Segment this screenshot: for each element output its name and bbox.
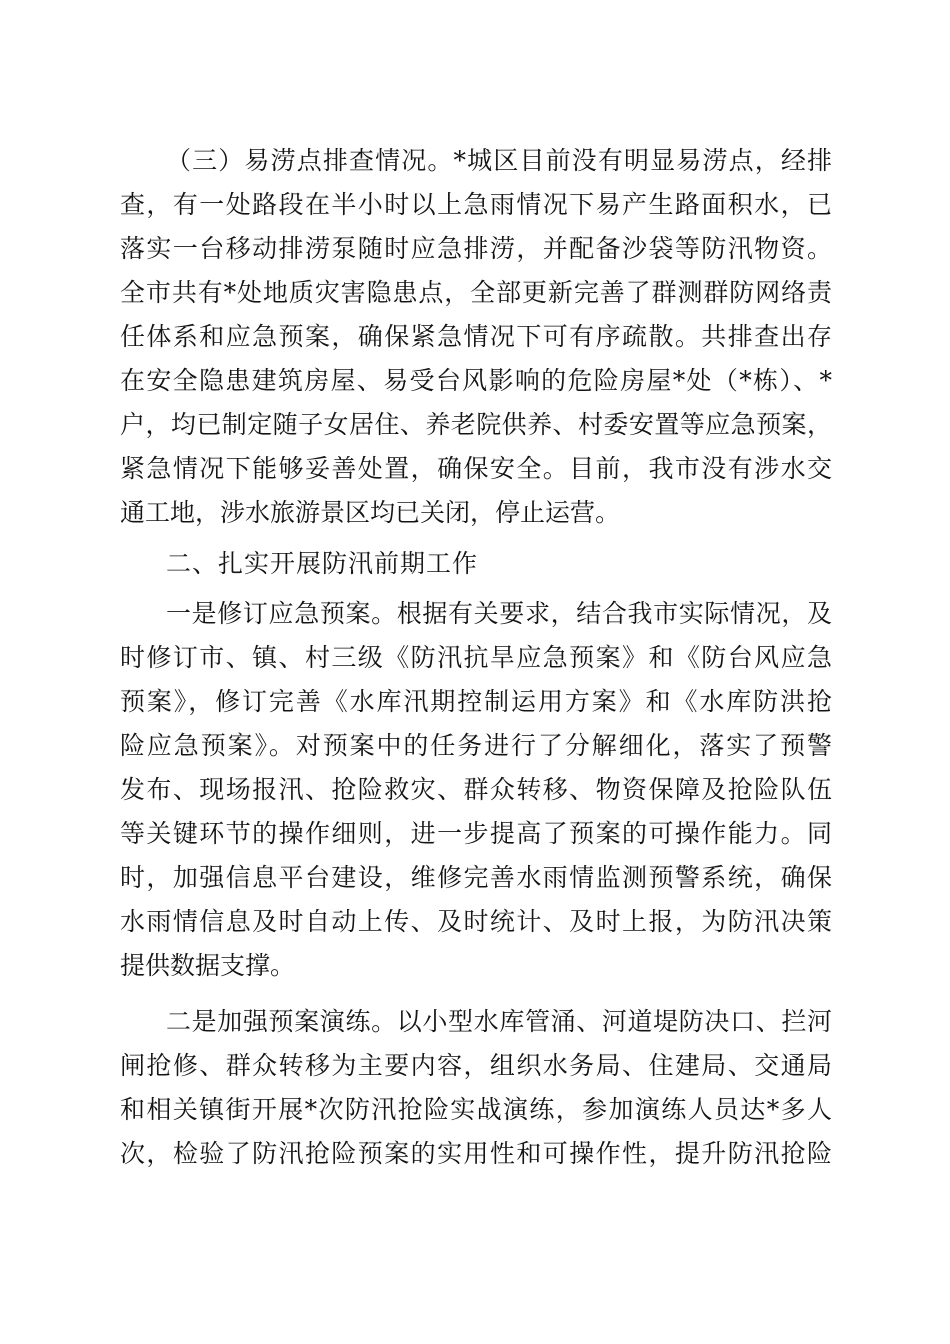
paragraph-line: 闸抢修、群众转移为主要内容，组织水务局、住建局、交通局 <box>120 1051 832 1080</box>
paragraph-line: 提供数据支撑。 <box>120 951 296 980</box>
paragraph-line: 一是修订应急预案。根据有关要求，结合我市实际情况，及 <box>166 599 832 628</box>
paragraph-line: 和相关镇街开展*次防汛抢险实战演练，参加演练人员达*多人 <box>120 1095 832 1124</box>
paragraph-line: 险应急预案》。对预案中的任务进行了分解细化，落实了预警 <box>120 731 832 760</box>
paragraph-line: 时修订市、镇、村三级《防汛抗旱应急预案》和《防台风应急 <box>120 643 832 672</box>
paragraph-line: 次，检验了防汛抢险预案的实用性和可操作性，提升防汛抢险 <box>120 1139 832 1168</box>
paragraph-line: 通工地，涉水旅游景区均已关闭，停止运营。 <box>120 498 621 527</box>
section-heading: 二、扎实开展防汛前期工作 <box>166 549 479 578</box>
paragraph-line: 查，有一处路段在半小时以上急雨情况下易产生路面积水，已 <box>120 190 832 219</box>
paragraph-line: 在安全隐患建筑房屋、易受台风影响的危险房屋*处（*栋）、* <box>120 366 832 395</box>
paragraph-line: 户，均已制定随子女居住、养老院供养、村委安置等应急预案， <box>120 410 832 439</box>
paragraph-line: 任体系和应急预案，确保紧急情况下可有序疏散。共排查出存 <box>120 322 832 351</box>
paragraph-line: 时，加强信息平台建设，维修完善水雨情监测预警系统，确保 <box>120 863 832 892</box>
paragraph-line: 全市共有*处地质灾害隐患点，全部更新完善了群测群防网络责 <box>120 278 832 307</box>
paragraph-line: 预案》，修订完善《水库汛期控制运用方案》和《水库防洪抢 <box>120 687 832 716</box>
paragraph-line: （三）易涝点排查情况。*城区目前没有明显易涝点，经排 <box>166 146 832 175</box>
paragraph-line: 二是加强预案演练。以小型水库管涌、河道堤防决口、拦河 <box>166 1007 832 1036</box>
paragraph-line: 发布、现场报汛、抢险救灾、群众转移、物资保障及抢险队伍 <box>120 775 832 804</box>
paragraph-line: 紧急情况下能够妥善处置，确保安全。目前，我市没有涉水交 <box>120 454 832 483</box>
paragraph-line: 落实一台移动排涝泵随时应急排涝，并配备沙袋等防汛物资。 <box>120 234 832 263</box>
paragraph-line: 水雨情信息及时自动上传、及时统计、及时上报，为防汛决策 <box>120 907 832 936</box>
paragraph-line: 等关键环节的操作细则，进一步提高了预案的可操作能力。同 <box>120 819 832 848</box>
